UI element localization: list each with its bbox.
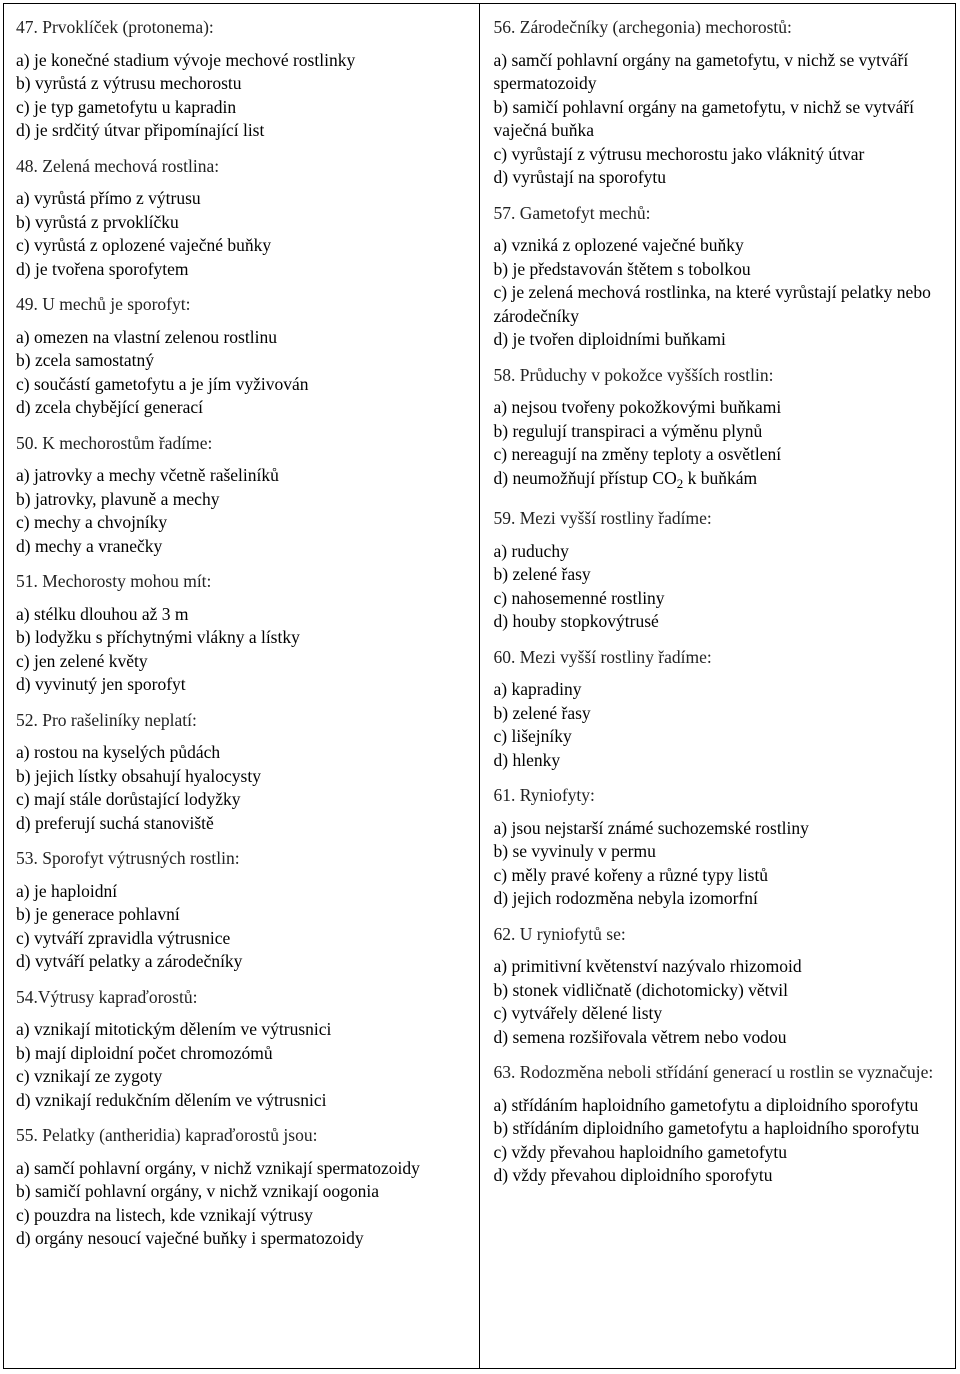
option-d: d) vyrůstají na sporofytu — [493, 167, 667, 187]
option-a: a) primitivní květenství nazývalo rhizomoid — [493, 956, 802, 976]
option-d: d) vytváří pelatky a zárodečníky — [16, 951, 243, 971]
question-title: 48. Zelená mechová rostlina: — [16, 155, 220, 176]
option-c: c) vznikají ze zygoty — [16, 1066, 163, 1086]
option-b: b) lodyžku s příchytnými vlákny a lístky — [16, 627, 300, 647]
option-d: d) semena rozšiřovala větrem nebo vodou — [493, 1026, 787, 1047]
option-b: b) se vyvinuly v permu — [493, 841, 656, 861]
option-c: c) nereagují na změny teploty a osvětlení — [493, 444, 782, 464]
question-title: 63. Rodozměna neboli střídání generací u rostlin se vyznačuje: — [493, 1062, 934, 1082]
option-a: a) je haploidní — [16, 880, 118, 901]
option-a: a) kapradiny — [493, 679, 582, 699]
question-49 — [16, 293, 469, 420]
question-47 — [16, 16, 469, 143]
option-d: d) je srdčitý útvar připomínající list — [16, 120, 265, 140]
question-59 — [494, 507, 946, 634]
question-title: 50. K mechorostům řadíme: — [16, 432, 213, 453]
option-b: b) samičí pohlavní orgány na gametofytu, v nichž se vytváří vaječná buňka — [493, 96, 915, 140]
option-d: d) mechy a vranečky — [16, 535, 163, 556]
question-50 — [16, 432, 469, 559]
option-a: a) je konečné stadium vývoje mechové rostlinky — [16, 49, 356, 70]
question-title: 53. Sporofyt výtrusných rostlin: — [16, 848, 240, 868]
option-d: d) je tvořena sporofytem — [16, 258, 189, 279]
option-d — [494, 467, 946, 496]
question-55 — [16, 1124, 469, 1251]
option-d: d) vyvinutý jen sporofyt — [16, 674, 186, 694]
option-c: c) jen zelené květy — [16, 650, 148, 671]
option-b: b) střídáním diploidního gametofytu a haploidního sporofytu — [493, 1118, 920, 1138]
option-a: a) vznikají mitotickým dělením ve výtrusnici — [16, 1019, 332, 1039]
option-d-text: d) neumožňují přístup CO — [493, 467, 677, 488]
question-56 — [494, 16, 946, 190]
question-58 — [494, 364, 946, 496]
option-b: b) zelené řasy — [493, 564, 591, 584]
option-a: a) rostou na kyselých půdách — [16, 742, 221, 762]
option-d: d) orgány nesoucí vaječné buňky i spermatozoidy — [16, 1228, 364, 1248]
quiz-sheet — [3, 3, 956, 1369]
option-b: b) zelené řasy — [493, 702, 591, 723]
option-c: c) je typ gametofytu u kapradin — [16, 96, 237, 117]
question-title: 61. Ryniofyty: — [493, 785, 595, 805]
question-title: 55. Pelatky (antheridia) kapraďorostů jsou: — [16, 1125, 318, 1145]
option-a: a) omezen na vlastní zelenou rostlinu — [16, 326, 277, 347]
option-b: b) je generace pohlavní — [16, 904, 180, 924]
option-b: b) vyrůstá z výtrusu mechorostu — [16, 73, 242, 93]
question-title: 60. Mezi vyšší rostliny řadíme: — [493, 646, 712, 667]
option-c: c) pouzdra na listech, kde vznikají výtrusy — [16, 1204, 313, 1225]
option-d: d) vznikají redukčním dělením ve výtrusnici — [16, 1089, 327, 1110]
option-c: c) součástí gametofytu a je jím vyživován — [16, 373, 309, 394]
option-d: d) zcela chybějící generací — [16, 397, 204, 417]
question-57 — [494, 202, 946, 352]
option-c: c) mají stále dorůstající lodyžky — [16, 789, 241, 809]
option-d: d) preferují suchá stanoviště — [16, 812, 214, 833]
option-c: c) měly pravé kořeny a různé typy listů — [493, 864, 769, 885]
question-53 — [16, 847, 469, 974]
question-title: 56. Zárodečníky (archegonia) mechorostů: — [493, 17, 792, 37]
option-a: a) samčí pohlavní orgány na gametofytu, v nichž se vytváří spermatozoidy — [493, 49, 909, 93]
option-a: a) jsou nejstarší známé suchozemské rostliny — [493, 817, 809, 838]
option-b: b) vyrůstá z prvoklíčku — [16, 211, 179, 232]
question-title: 58. Průduchy v pokožce vyšších rostlin: — [493, 364, 774, 385]
option-b: b) je představován štětem s tobolkou — [493, 258, 751, 279]
option-a: a) stélku dlouhou až 3 m — [16, 603, 189, 624]
option-d: d) hlenky — [493, 749, 561, 770]
question-48 — [16, 155, 469, 282]
option-a: a) ruduchy — [493, 540, 569, 561]
option-b: b) regulují transpiraci a výměnu plynů — [493, 420, 763, 441]
right-column — [480, 4, 956, 1368]
option-c: c) vyrůstají z výtrusu mechorostu jako vláknitý útvar — [493, 143, 865, 164]
option-d: d) vždy převahou diploidního sporofytu — [493, 1165, 773, 1185]
question-title: 57. Gametofyt mechů: — [493, 202, 651, 223]
option-a: a) vzniká z oplozené vaječné buňky — [493, 235, 744, 255]
option-d-tail: k buňkám — [683, 467, 758, 488]
option-b: b) stonek vidličnatě (dichotomicky) větvil — [493, 979, 789, 1000]
question-60 — [494, 646, 946, 773]
option-a: a) jatrovky a mechy včetně rašeliníků — [16, 465, 279, 485]
option-d: d) houby stopkovýtrusé — [493, 611, 659, 631]
option-b: b) jatrovky, plavuně a mechy — [16, 488, 220, 509]
option-a: a) samčí pohlavní orgány, v nichž vznikají spermatozoidy — [16, 1157, 420, 1178]
option-a: a) nejsou tvořeny pokožkovými buňkami — [493, 397, 782, 417]
option-c: c) vždy převahou haploidního gametofytu — [493, 1141, 788, 1162]
question-51 — [16, 570, 469, 697]
co2-subscript: 2 — [676, 475, 684, 491]
option-b: b) jejich lístky obsahují hyalocysty — [16, 765, 261, 786]
left-column — [4, 4, 480, 1368]
option-c: c) vytvářely dělené listy — [493, 1003, 663, 1023]
option-c: c) lišejníky — [493, 726, 572, 746]
question-title: 62. U ryniofytů se: — [493, 923, 626, 944]
question-title: 52. Pro rašeliníky neplatí: — [16, 709, 197, 730]
option-d: d) jejich rodozměna nebyla izomorfní — [493, 888, 758, 908]
option-d: d) je tvořen diploidními buňkami — [493, 329, 726, 349]
question-title: 59. Mezi vyšší rostliny řadíme: — [493, 508, 712, 528]
question-title: 47. Prvoklíček (protonema): — [16, 17, 214, 37]
option-c: c) vytváří zpravidla výtrusnice — [16, 927, 231, 948]
option-c: c) je zelená mechová rostlinka, na které vyrůstají pelatky nebo zárodečníky — [493, 282, 931, 326]
option-c: c) mechy a chvojníky — [16, 512, 168, 532]
option-a: a) střídáním haploidního gametofytu a diploidního sporofytu — [493, 1094, 919, 1115]
question-title: 51. Mechorosty mohou mít: — [16, 571, 212, 591]
question-62 — [494, 923, 946, 1050]
question-63 — [494, 1061, 946, 1188]
option-c: c) nahosemenné rostliny — [493, 587, 665, 608]
question-title: 49. U mechů je sporofyt: — [16, 294, 191, 314]
option-a: a) vyrůstá přímo z výtrusu — [16, 188, 201, 208]
question-title: 54.Výtrusy kapraďorostů: — [16, 986, 198, 1007]
question-54 — [16, 986, 469, 1113]
option-b: b) mají diploidní počet chromozómů — [16, 1042, 273, 1063]
option-c: c) vyrůstá z oplozené vaječné buňky — [16, 235, 272, 255]
question-52 — [16, 709, 469, 836]
option-b: b) samičí pohlavní orgány, v nichž vznikají oogonia — [16, 1181, 380, 1201]
question-61 — [494, 784, 946, 911]
option-b: b) zcela samostatný — [16, 350, 155, 370]
